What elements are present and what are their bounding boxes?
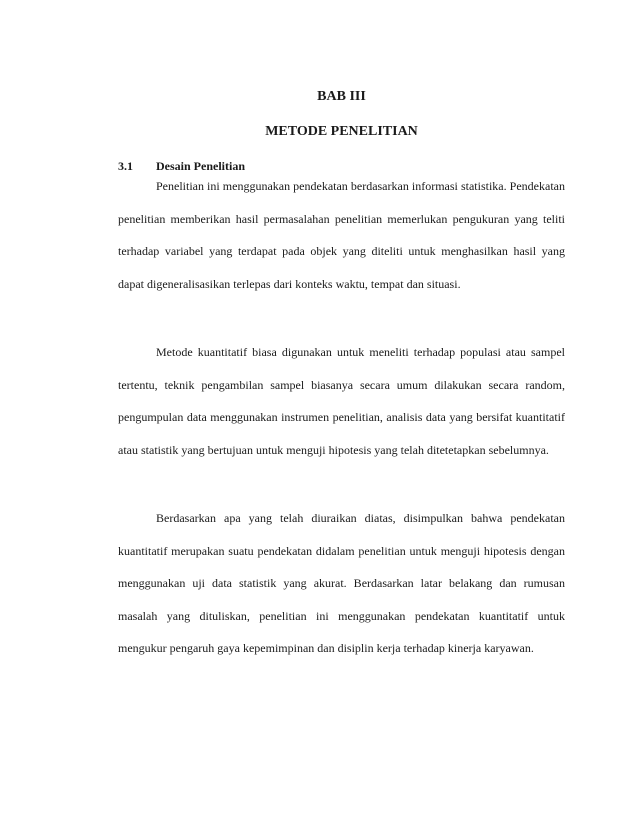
- paragraph-1: Penelitian ini menggunakan pendekatan berdasarkan informasi statistika. Pendekatan penelitian memberikan hasil permasalahan penelitian memerlukan pengukuran yang teliti terhadap variabel yang terdapat pada objek yang diteliti untuk menghasilkan hasil yang dapat digeneralisasikan terlepas dari konteks waktu, tempat dan situasi.: [118, 179, 565, 291]
- section-number: 3.1: [118, 159, 133, 173]
- paragraph-3: Berdasarkan apa yang telah diuraikan diatas, disimpulkan bahwa pendekatan kuantitatif merupakan suatu pendekatan didalam penelitian untuk menguji hipotesis dengan menggunakan uji data statistik yang akurat. Berdasarkan latar belakang dan rumusan masalah yang dituliskan, penelitian ini menggunakan pendekatan kuantitatif untuk mengukur pengaruh gaya kepemimpinan dan disiplin kerja terhadap kinerja karyawan.: [118, 511, 565, 655]
- paragraph-2: Metode kuantitatif biasa digunakan untuk meneliti terhadap populasi atau sampel tertentu, teknik pengambilan sampel biasanya secara umum dilakukan secara random, pengumpulan data menggunakan instrumen penelitian, analisis data yang bersifat kuantitatif atau statistik yang bertujuan untuk menguji hipotesis yang telah ditetetapkan sebelumnya.: [118, 345, 565, 457]
- section-title: Desain Penelitian: [156, 159, 245, 173]
- chapter-title: METODE PENELITIAN: [265, 124, 418, 139]
- chapter-label: BAB III: [317, 89, 366, 104]
